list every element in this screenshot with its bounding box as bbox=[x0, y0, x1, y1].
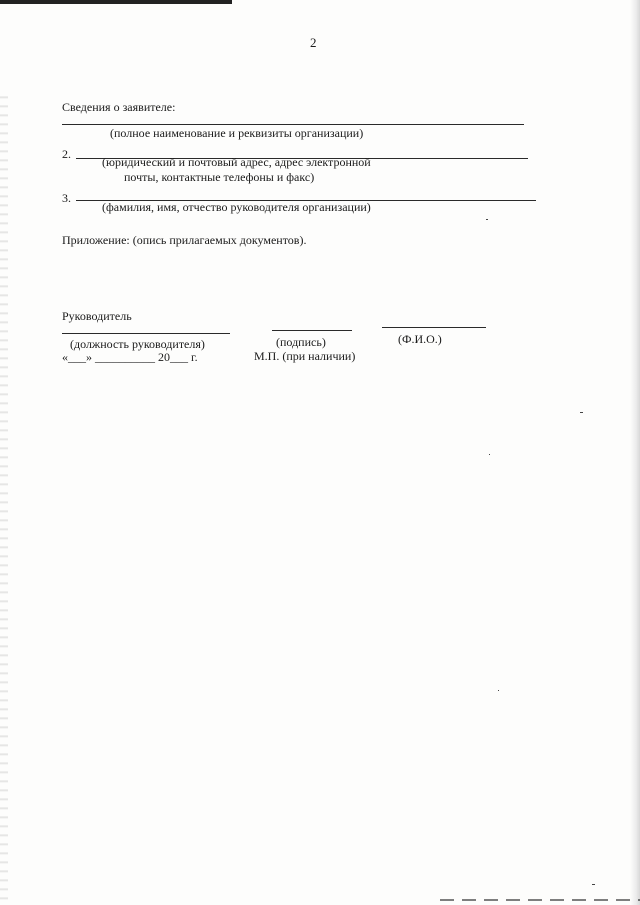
date-line: «___» __________ 20___ г. bbox=[62, 350, 198, 364]
scan-speck bbox=[489, 454, 490, 455]
applicant-heading: Сведения о заявителе: bbox=[62, 100, 176, 114]
item1-fill-line bbox=[62, 124, 524, 125]
name-fill-line bbox=[382, 327, 486, 328]
item1-caption: (полное наименование и реквизиты организации) bbox=[110, 126, 364, 140]
scan-edge-bottom bbox=[440, 899, 640, 901]
scan-speck bbox=[580, 412, 583, 413]
scan-edge-left bbox=[0, 90, 8, 905]
scan-edge-right bbox=[630, 0, 640, 905]
item2-caption-line1: (юридический и почтовый адрес, адрес электронной bbox=[102, 155, 371, 169]
scan-edge-top bbox=[0, 0, 232, 4]
position-fill-line bbox=[62, 333, 230, 334]
stamp-caption: М.П. (при наличии) bbox=[254, 349, 356, 363]
attachment-text: Приложение: (опись прилагаемых документов). bbox=[62, 233, 307, 247]
scan-speck bbox=[498, 690, 499, 691]
scan-speck bbox=[486, 219, 488, 220]
name-caption: (Ф.И.О.) bbox=[398, 332, 442, 346]
scan-speck bbox=[592, 884, 595, 885]
signature-fill-line bbox=[272, 330, 352, 331]
signature-caption: (подпись) bbox=[276, 335, 326, 349]
role-label: Руководитель bbox=[62, 309, 132, 323]
item3-caption: (фамилия, имя, отчество руководителя организации) bbox=[102, 200, 371, 214]
item2-number: 2. bbox=[62, 147, 71, 161]
item3-number: 3. bbox=[62, 191, 71, 205]
page-number: 2 bbox=[310, 35, 317, 50]
position-caption: (должность руководителя) bbox=[70, 337, 205, 351]
item2-caption-line2: почты, контактные телефоны и факс) bbox=[124, 170, 315, 184]
